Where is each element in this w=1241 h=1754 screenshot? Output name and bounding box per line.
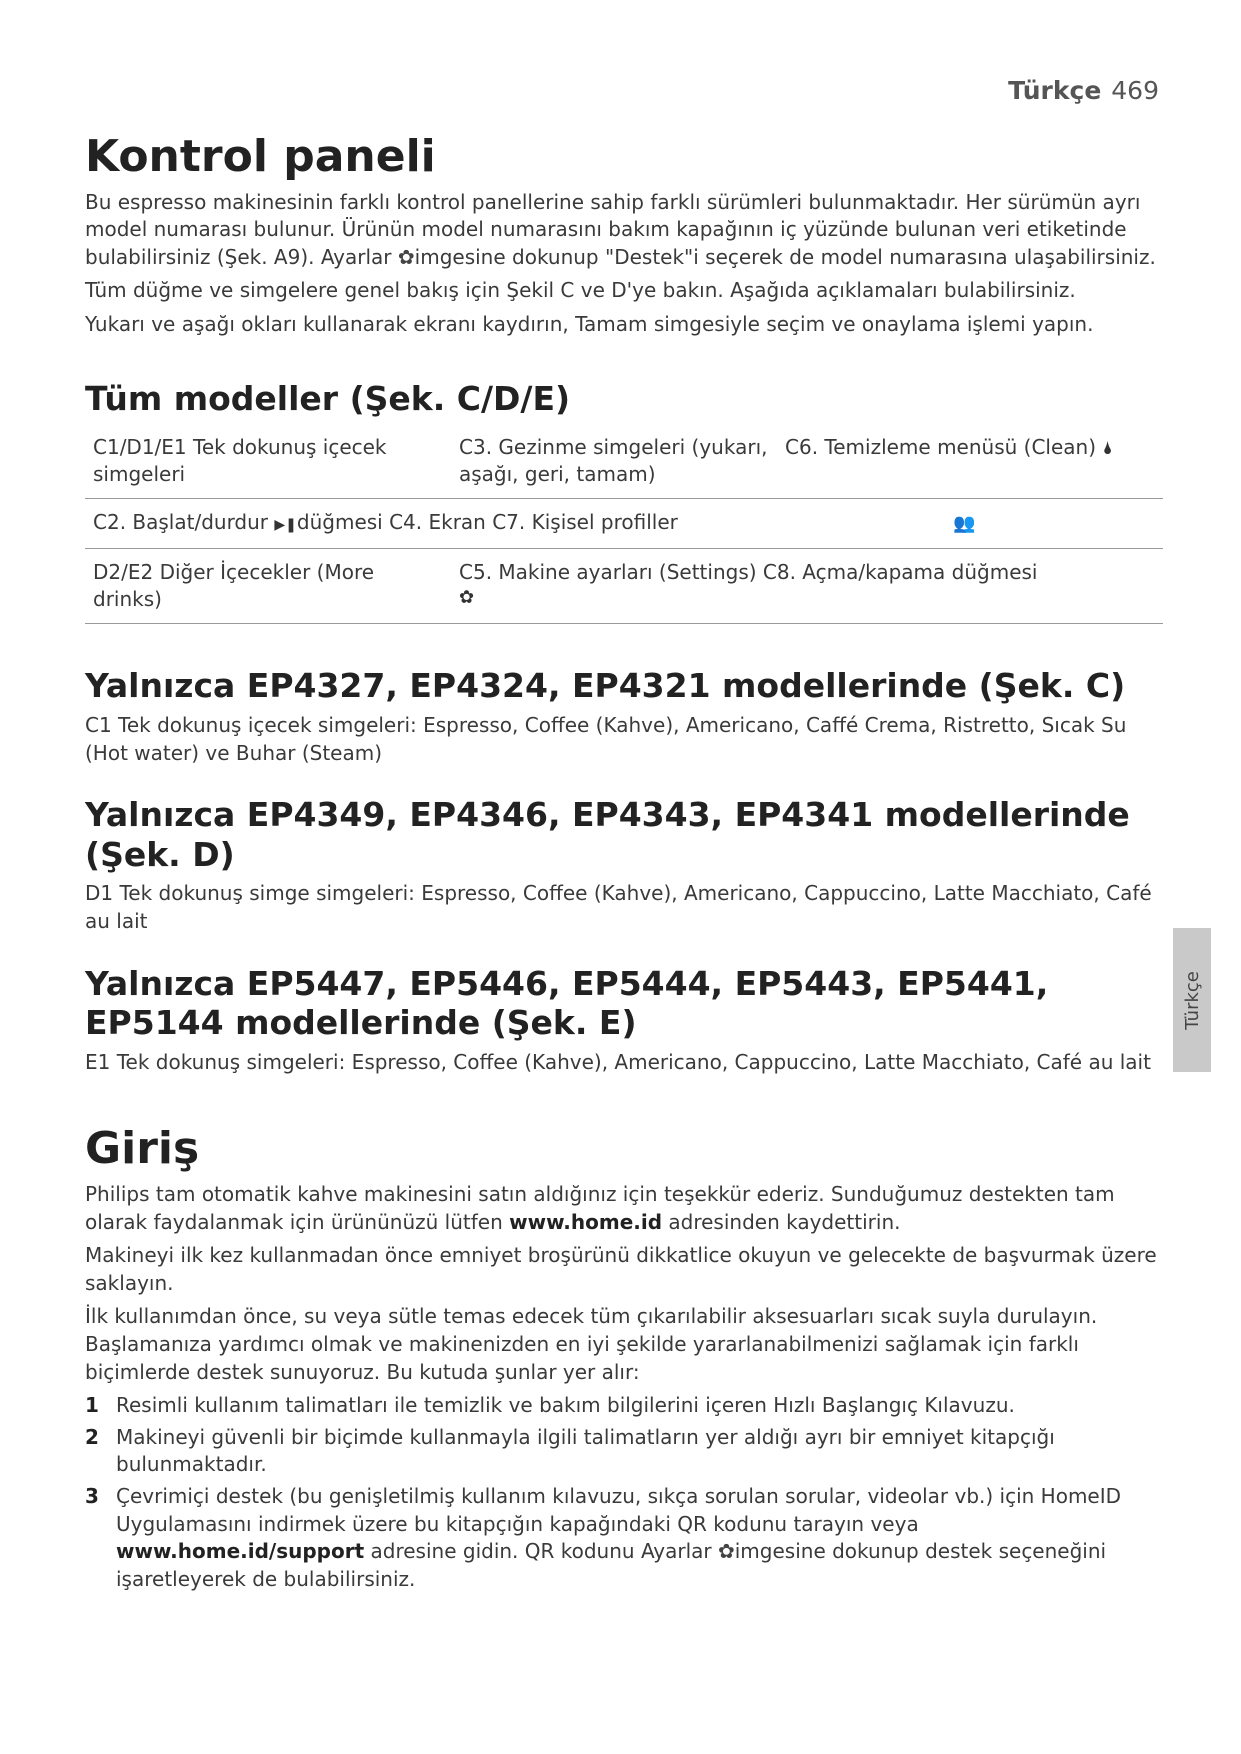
page-content <box>85 132 1165 1597</box>
control-panel-para2: Tüm düğme ve simgelere genel bakış için Şekil C ve D'ye bakın. Aşağıda açıklamaları bulabilirsiniz. <box>85 278 1076 303</box>
support-link[interactable]: www.home.id/support <box>116 1539 365 1564</box>
play-pause-icon: ▶❚ <box>274 517 297 534</box>
table-row <box>85 424 1163 499</box>
list-item: 2 Makineyi güvenli bir biçimde kullanmayla ilgili talimatların yer aldığı ayrı bir emniyet kitapçığı bulunmaktadır. <box>85 1424 1055 1477</box>
table-cell: C2. Başlat/durdur ▶❚düğmesi C4. Ekran C7. Kişisel profiller <box>85 499 777 549</box>
section-c-text: C1 Tek dokunuş içecek simgeleri: Espresso, Coffee (Kahve), Americano, Caffé Crema, Ristretto, Sıcak Su (Hot water) ve Buhar (Steam) <box>85 713 1127 765</box>
section-e-text: E1 Tek dokunuş simgeleri: Espresso, Coffee (Kahve), Americano, Cappuccino, Latte Macchiato, Café au lait <box>85 1049 1151 1074</box>
page-number: 469 <box>1111 76 1159 105</box>
settings-gear-icon: ✿ <box>397 244 415 269</box>
all-models-title: Tüm modeller (Şek. C/D/E) <box>85 378 571 418</box>
section-d-title: Yalnızca EP4349, EP4346, EP4343, EP4341 modellerinde (Şek. D) <box>85 795 1130 874</box>
control-panel-para3: Yukarı ve aşağı okları kullanarak ekranı kaydırın, Tamam simgesiyle seçim ve onaylama işlemi yapın. <box>85 311 1094 336</box>
language-side-tab <box>1173 928 1211 1072</box>
section-d-text: D1 Tek dokunuş simge simgeleri: Espresso, Coffee (Kahve), Americano, Cappuccino, Latte Macchiato, Café au lait <box>85 881 1152 934</box>
table-row <box>85 549 1163 624</box>
register-link[interactable]: www.home.id <box>509 1209 663 1234</box>
settings-gear-icon: ✿ <box>717 1539 735 1564</box>
table-cell: D2/E2 Diğer İçecekler (More drinks) <box>85 549 451 624</box>
section-c-title: Yalnızca EP4327, EP4324, EP4321 modellerinde (Şek. C) <box>85 666 1126 706</box>
table-cell <box>777 499 1163 549</box>
intro-para2: Makineyi ilk kez kullanmadan önce emniyet broşürünü dikkatlice okuyun ve gelecekte de başvurmak üzere saklayın. <box>85 1243 1157 1295</box>
table-row <box>85 499 1163 549</box>
profiles-icon: 👥 <box>953 513 976 535</box>
support-list <box>85 1392 1165 1593</box>
table-cell: C6. Temizleme menüsü (Clean) 🌢 <box>777 424 1163 499</box>
settings-gear-icon: ✿ <box>459 587 475 609</box>
side-tab-label: Türkçe <box>1181 970 1203 1030</box>
intro-para1: Philips tam otomatik kahve makinesini satın aldığınız için teşekkür ederiz. Sunduğumuz destekten tam olarak faydalanmak için ürününüzü lütfen www.home.id adresinden kaydettirin. <box>85 1181 1115 1234</box>
table-cell: C5. Makine ayarları (Settings) C8. Açma/kapama düğmesi ✿ <box>451 549 1163 624</box>
header-language: Türkçe <box>1008 76 1102 105</box>
control-panel-para1: Bu espresso makinesinin farklı kontrol panellerine sahip farklı sürümleri bulunmaktadır. Her sürümün ayrı model numarası bulunur. Ürünün model numarasını bakım kapağının iç yüzünde bulunan veri etiketinde bulabilirsiniz (Şek. A9). Ayarlar ✿imgesine dokunup "Destek"i seçerek de model numarasına ulaşabilirsiniz. <box>85 189 1156 269</box>
table-cell: C1/D1/E1 Tek dokunuş içecek simgeleri <box>85 424 451 499</box>
control-panel-title: Kontrol paneli <box>85 131 436 182</box>
intro-title: Giriş <box>85 1123 200 1175</box>
model-features-table <box>85 424 1163 624</box>
list-item: 3 Çevrimiçi destek (bu genişletilmiş kullanım kılavuzu, sıkça sorulan sorular, videolar vb.) için HomeID Uygulamasını indirmek üzere bu kitapçığın kapağındaki QR kodunu tarayın veya www.home.id/support adresine gidin. QR kodunu Ayarlar ✿imgesine dokunup destek seçeneğini işaretleyerek de bulabilirsiniz. <box>85 1483 1122 1591</box>
section-e-title: Yalnızca EP5447, EP5446, EP5444, EP5443, EP5441, EP5144 modellerinde (Şek. E) <box>85 963 1049 1043</box>
clean-drop-icon: 🌢 <box>1102 438 1114 460</box>
table-cell: C3. Gezinme simgeleri (yukarı, aşağı, geri, tamam) <box>451 424 777 499</box>
list-item: 1 Resimli kullanım talimatları ile temizlik ve bakım bilgilerini içeren Hızlı Başlangıç Kılavuzu. <box>85 1393 1015 1418</box>
intro-para3: İlk kullanımdan önce, su veya sütle temas edecek tüm çıkarılabilir aksesuarları sıcak suyla durulayın. Başlamanıza yardımcı olmak ve makinenizden en iyi şekilde yararlanabilmenizi sağlamak için farklı biçimlerde destek sunuyoruz. Bu kutuda şunlar yer alır: <box>85 1304 1098 1384</box>
page-header <box>1008 76 1159 105</box>
